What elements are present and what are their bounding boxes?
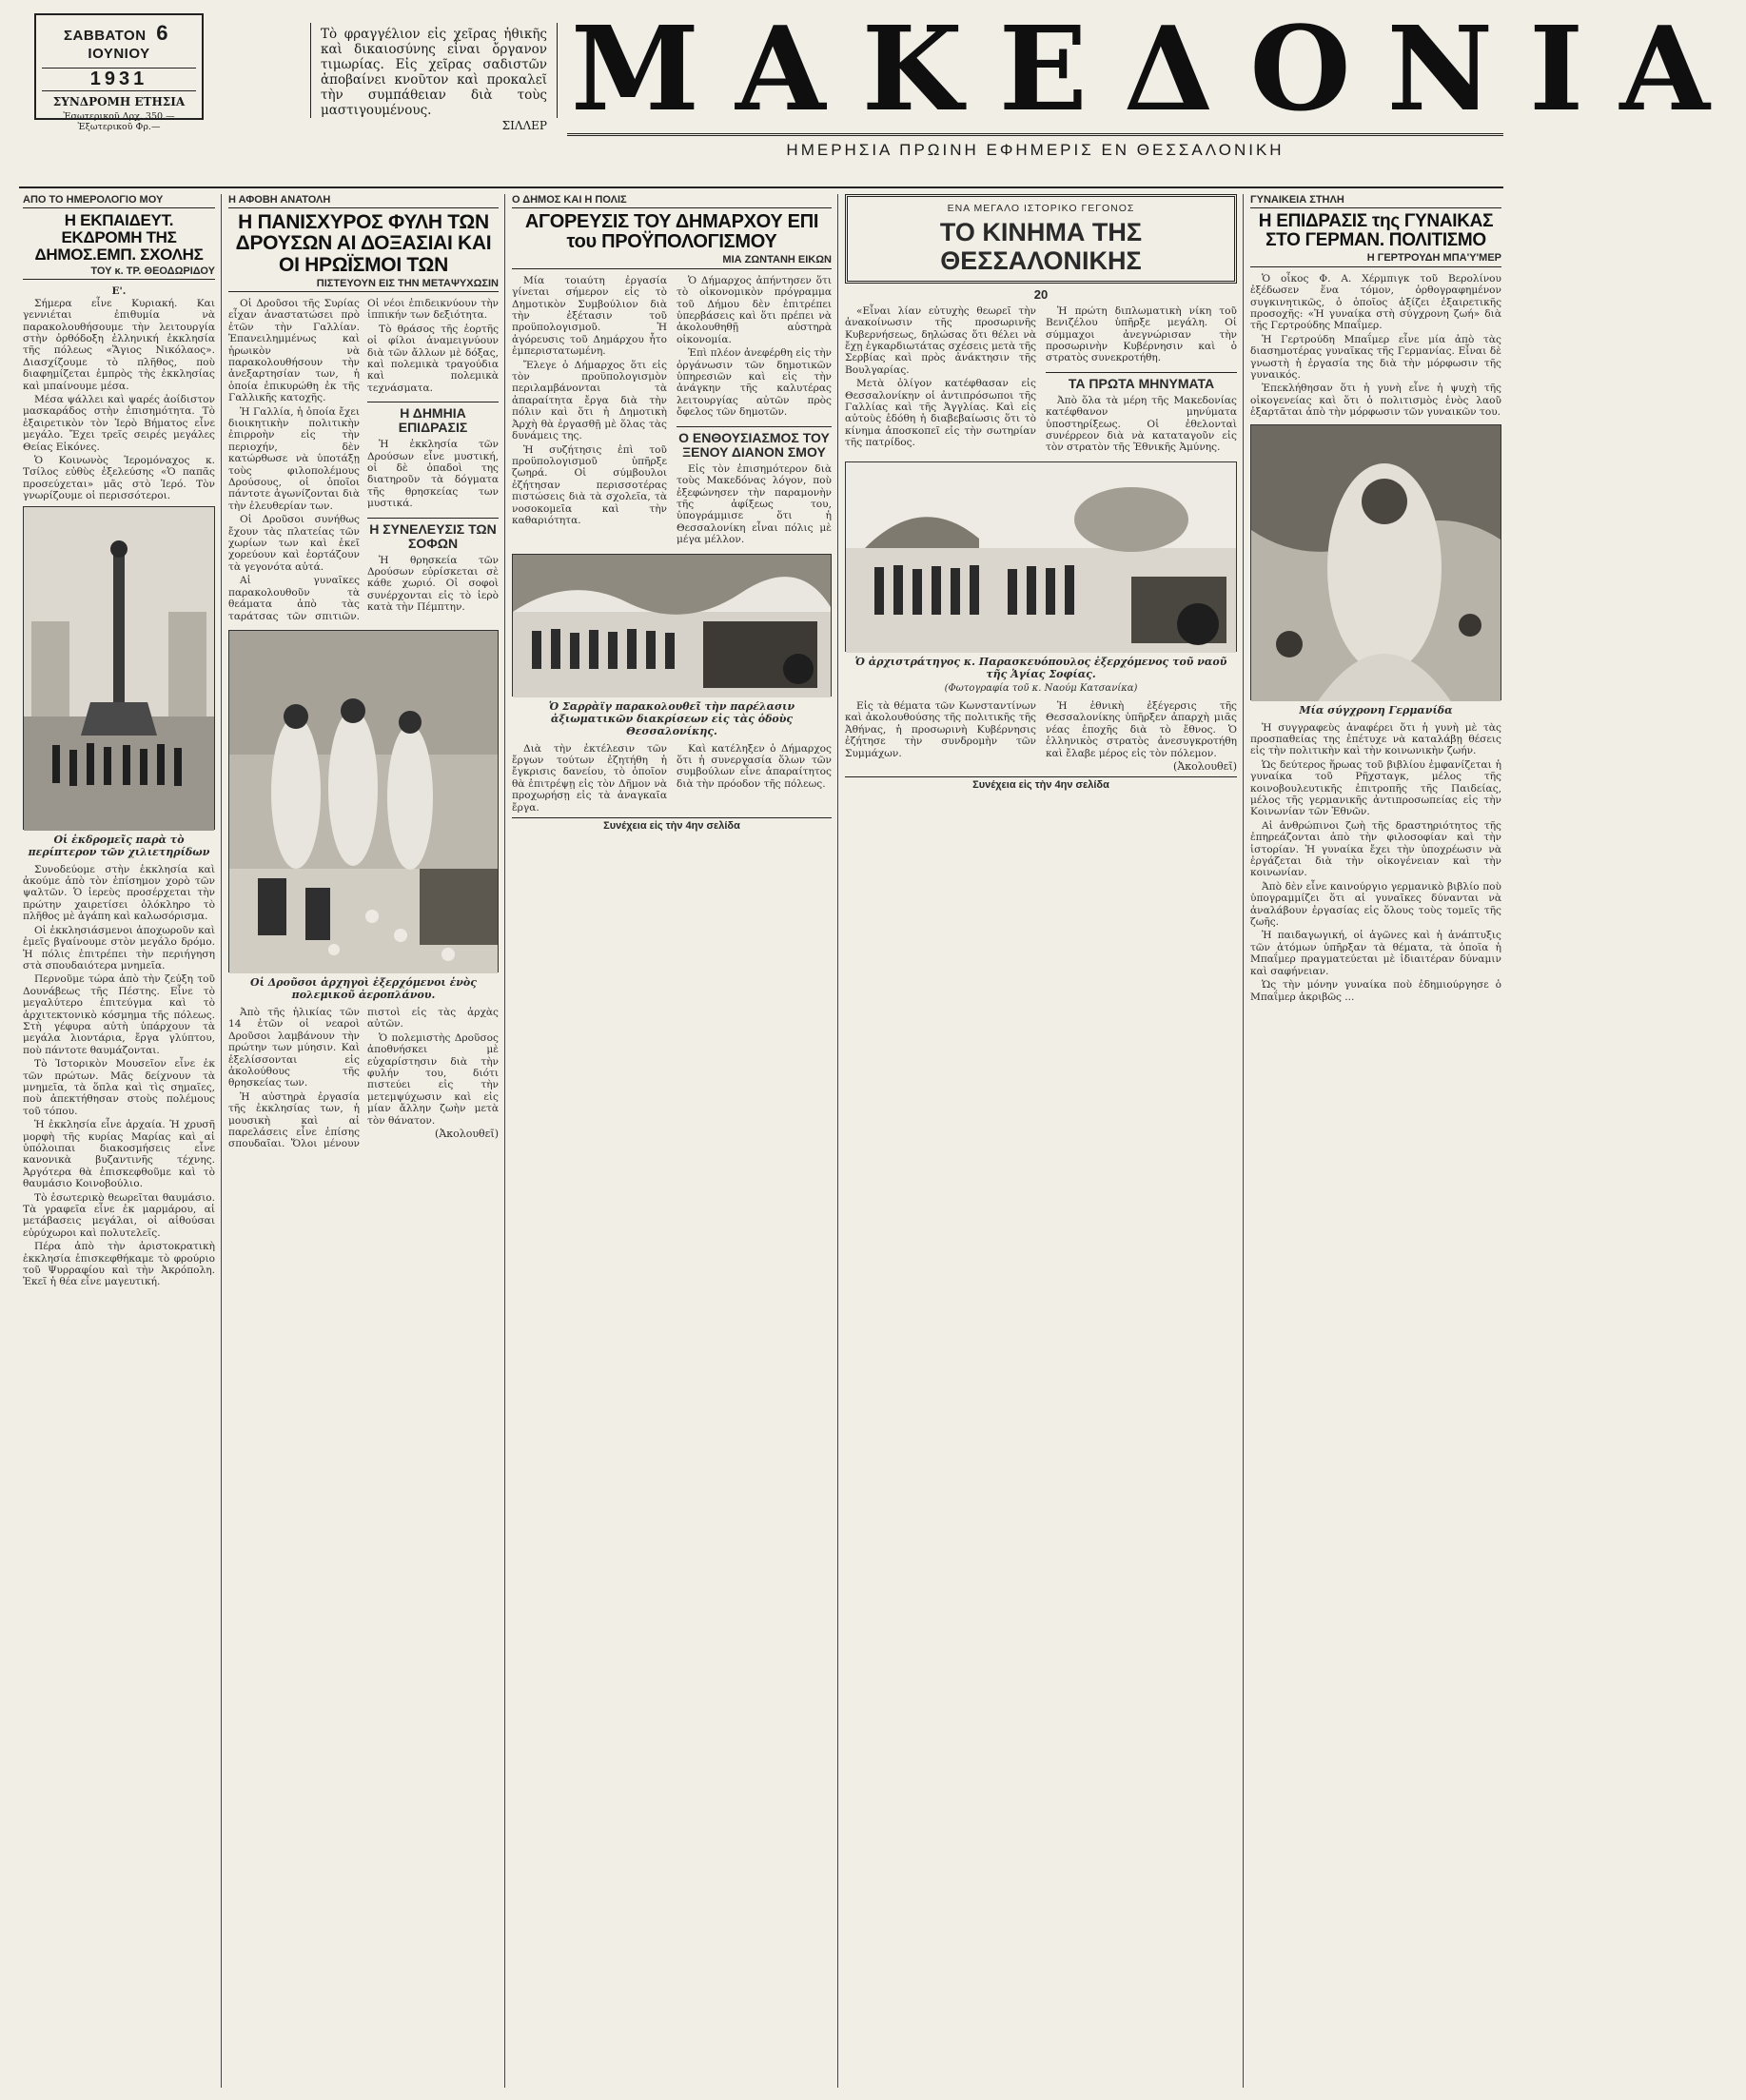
- paragraph: Διὰ τὴν ἐκτέλεσιν τῶν ἔργων τούτων ἐζητήθη ἡ ἔγκρισις δανείου, τὸ ὁποῖον θὰ ἐπιτρέψῃ εἰς τὸν Δῆμον νὰ προχωρήσῃ εἰς τὰ ἀναγκαῖα ἔργα.: [512, 742, 667, 814]
- subheading: Ο ΕΝΘΟΥΣΙΑΣΜΟΣ ΤΟΥ ΞΕΝΟΥ ΔΙΑΝΟΝ ΣΜΟΥ: [677, 426, 832, 460]
- paragraph: Εἰς τὰ θέματα τῶν Κωνσταντίνων καὶ ἀκολουθούσης τῆς πολιτικῆς τῆς Ἀθήνας, ἡ προσωρινὴ Κυβέρνησις ἐζήτησε τὴν συνδρομὴν τῶν Συμμάχων.: [845, 699, 1036, 759]
- masthead-motto: [310, 23, 558, 132]
- paragraph: Συνοδεύομε στὴν ἐκκλησία καὶ ἀκούμε ἀπὸ τὸν ἐπίσημον χορὸ τῶν ψαλτῶν. Ὁ ἱερεὺς προσέρχεται τὴν πρώτην χαιρετίσει ὁλόκληρο τὸ πλῆθος μὲ ἀγάπη καὶ καλωσόρισμα.: [23, 863, 215, 923]
- motto-text: Τὸ φραγγέλιον εἰς χεῖρας ἠθικῆς καὶ δικαιοσύνης εἶναι ὄργανον τιμωρίας. Εἰς χεῖρας σαδιστῶν ἀποβαίνει κνοῦτον καὶ προκαλεῖ τὴν συμπάθειαν διὰ τοὺς μαστιγουμένους.: [321, 27, 547, 118]
- paragraph: Ὁ Κοινωνὸς Ἱερομόναχος κ. Τσίλος εὐθὺς ἐξελεύσης «Ὁ παπᾶς προσεύχεται» μᾶς στὸ Ἱερό. Τὸν γνωρίζουμε οἱ περισσότεροι.: [23, 455, 215, 502]
- paragraph: Ἀπὸ ὅλα τὰ μέρη τῆς Μακεδονίας κατέφθανον μηνύματα ὑποστηρίξεως. Οἱ ἐθελονταὶ συνέρρεον διὰ νὰ καταταγοῦν εἰς τὸν στρατὸν τῆς Ἐθνικῆς Ἀμύνης.: [1046, 394, 1237, 454]
- paragraph: Ἡ Γαλλία, ἡ ὁποία ἔχει διοικητικὴν πολιτικὴν ἐπιρροὴν εἰς τὴν περιοχήν, δὲν κατώρθωσε νὰ ὑποτάξῃ τοὺς φιλοπολέμους Δρούσους, οἱ ὁποῖοι πάντοτε ἀγωνίζονται διὰ τὴν ἐλευθερίαν των.: [228, 405, 360, 512]
- article-body-bottom: [228, 1007, 499, 1150]
- column-divider: [1243, 194, 1244, 2088]
- photo-monument: [23, 506, 215, 830]
- article-thessaloniki-movement: [845, 194, 1237, 792]
- article-headline: Η ΕΚΠΑΙΔΕΥΤ. ΕΚΔΡΟΜΗ ΤΗΣ ΔΗΜΟΣ.ΕΜΠ. ΣΧΟΛΗΣ: [34, 211, 204, 265]
- paragraph: Καὶ κατέληξεν ὁ Δήμαρχος ὅτι ἡ συνεργασία ὅλων τῶν συμβούλων εἶνε ἀπαραίτητος διὰ τὴν πρόοδον τῆς πόλεως.: [677, 742, 832, 790]
- section-mark: Ε'.: [111, 285, 127, 298]
- paragraph: Τὸ θράσος τῆς ἑορτῆς οἱ φίλοι ἀναμειγνύουν διὰ τῶν ἄλλων μὲ δόξας, καὶ πολεμικὰ τραγούδια καὶ πολεμικὰ τεχνάσματα.: [367, 323, 499, 394]
- article-byline: ΤΟΥ κ. ΤΡ. ΘΕΟΔΩΡΙΔΟΥ: [23, 264, 215, 280]
- issue-date: [42, 21, 196, 62]
- paragraph: Τὸ ἐσωτερικὸ θεωρεῖται θαυμάσιο. Τὰ γραφεῖα εἶνε ἐκ μαρμάρου, αἱ μετάβασεις μεγάλαι, οἱ αἰθούσαι εὐρύχωροι καὶ πολυτελεῖς.: [23, 1191, 215, 1239]
- paragraph: Ὡς δεύτερος ἥρωας τοῦ βιβλίου ἐμφανίζεται ἡ γυναίκα τοῦ Ρῆχσταγκ, μέλος τῆς κοινοβουλευτικῆς ἐπιτροπῆς τῆς Παιδείας, μέλος τῆς γερμανικῆς ἀντιπροσωπείας εἰς τὴν Κοινωνίαν τῶν Ἐθνῶν.: [1250, 758, 1501, 818]
- paragraph: Ἡ παιδαγωγική, οἱ ἀγῶνες καὶ ἡ ἀνάπτυξις τῶν ἀτόμων ὑπῆρξαν τὰ θέματα, τὰ ὁποῖα ἡ Μπαΐμερ πραγματεύεται μὲ ἰδιαιτέραν δύναμιν καὶ σαφήνειαν.: [1250, 930, 1501, 977]
- paragraph: Οἱ Δροῦσοι συνήθως ἔχουν τὰς πλατείας τῶν χωρίων των καὶ ἐκεῖ χορεύουν καὶ ἑορτάζουν τὰ γεγονότα αὐτά.: [228, 514, 360, 573]
- article-druzes: [228, 194, 499, 1150]
- paragraph: Ἡ ἐκκλησία τῶν Δρούσων εἶνε μυστική, οἱ δὲ ὀπαδοὶ της διατηροῦν τὰ δόγματα τῆς θρησκείας των μυστικά.: [367, 439, 499, 510]
- photo-german-woman: [1250, 424, 1501, 700]
- newspaper-title: ΜΑΚΕΔΟΝΙΑ: [571, 0, 1746, 137]
- article-excursion: [23, 194, 215, 1290]
- paragraph: Οἱ Δροῦσοι τῆς Συρίας εἶχαν ἀναστατώσει πρὸ ἐτῶν τὴν Γαλλίαν. Ἐπανειλημμένως καὶ ἡρωικὸν νὰ παρακολουθήσουν τὴν ἀνεξαρτησίαν των, ἡ ὁποία ἐπικυρώθη ἐκ τῆς Γαλλικῆς κατοχῆς.: [228, 297, 360, 404]
- paragraph: Ἐπὶ πλέον ἀνεφέρθη εἰς τὴν ὀργάνωσιν τῶν δημοτικῶν ὑπηρεσιῶν καὶ εἰς τὴν ἀνάγκην τῆς καλυτέρας λειτουργίας αὐτῶν πρὸς ὄφελος τῶν δημοτῶν.: [677, 347, 832, 419]
- photo-druze-leaders-image: [229, 631, 498, 973]
- article-mayor-budget: [512, 194, 832, 832]
- subscription-title: ΣΥΝΔΡΟΜΗ ΕΤΗΣΙΑ: [52, 95, 186, 108]
- subheading: Η ΣΥΝΕΛΕΥΣΙΣ ΤΩΝ ΣΟΦΩΝ: [367, 518, 499, 551]
- photo-caption: Μία σύγχρονη Γερμανίδα: [1299, 703, 1453, 716]
- paragraph: Ὁ πολεμιστὴς Δροῦσος ἀποθνήσκει μὲ εὐχαρίστησιν διὰ τὴν φυλήν του, διότι πιστεύει εἰς τὴν μετεμψύχωσιν καὶ εἰς μίαν ἄλλην ζωὴν μετὰ τὸν θάνατον.: [367, 1031, 499, 1127]
- paragraph: Ὁ Δήμαρχος ἀπήντησεν ὅτι τὸ οἰκονομικὸν πρόγραμμα τοῦ Δήμου δὲν ἐπιτρέπει ὑπερβάσεις καὶ ὅτι πρέπει νὰ ἀκολουθηθῇ αὐστηρὰ οἰκονομία.: [677, 274, 832, 345]
- date-month: ΙΟΥΝΙΟΥ: [88, 46, 150, 62]
- paragraph: Ἡ αὐστηρὰ ἐργασία τῆς ἐκκλησίας των, ἡ μουσικὴ καὶ αἱ παρελάσεις εἶνε ἐπίσης σπουδαῖαι. Ὅλοι μένουν πιστοὶ εἰς τὰς ἀρχὰς αὐτῶν.: [228, 1006, 499, 1150]
- photo-hagia-sophia: [845, 461, 1237, 652]
- paragraph: Μετὰ ὀλίγον κατέφθασαν εἰς Θεσσαλονίκην οἱ ἀντιπρόσωποι τῆς Γαλλίας καὶ τῆς Ἀγγλίας. Καὶ εἰς αὐτοὺς ἐδόθη ἡ διαβεβαίωσις ὅτι τὸ κίνημα ἀποσκοπεῖ εἰς τὴν σωτηρίαν τῆς πατρίδος.: [845, 378, 1036, 449]
- paragraph: Αἱ ἀνθρώπινοι ζωὴ τῆς δραστηριότητος τῆς ἐπηρεάζονται ἀπὸ τὴν φιλοσοφίαν καὶ τὴν ἱστορίαν. Ἡ γυναίκα ἔχει τὴν ὑποχρέωσιν νὰ ἐργάζεται διὰ τὴν οἰκογένειαν καὶ τὴν κοινωνίαν.: [1250, 819, 1501, 879]
- photo-monument-image: [24, 507, 214, 831]
- paragraph: Πέρα ἀπὸ τὴν ἀριστοκρατικὴ ἐκκλησία ἐπισκεφθήκαμε τὸ φρούριο τοῦ Ψυρραφίου καὶ τὴν Ἀκρόπολη. Ἐκεῖ ἡ θέα εἶνε μαγευτική.: [23, 1241, 215, 1288]
- paragraph: Ἐπεκλήθησαν ὅτι ἡ γυνὴ εἶνε ἡ ψυχὴ τῆς οἰκογενείας καὶ ὅτι ὁ πολιτισμὸς ἑνὸς λαοῦ ἐξαρτᾶται ἀπὸ τὴν μόρφωσιν τῶν γυναικῶν του.: [1250, 383, 1501, 419]
- article-byline: Η ΓΕΡΤΡΟΥΔΗ ΜΠΑ'Υ'ΜΕΡ: [1250, 250, 1501, 266]
- newspaper-subtitle: ΗΜΕΡΗΣΙΑ ΠΡΩΙΝΗ ΕΦΗΜΕΡΙΣ ΕΝ ΘΕΣΣΑΛΟΝΙΚΗ: [786, 141, 1285, 159]
- subheading: Η ΔΗΜΗΙΑ ΕΠΙΔΡΑΣΙΣ: [367, 402, 499, 435]
- paragraph: Περνοῦμε τώρα ἀπὸ τὴν ζεύξη τοῦ Δουνάβεως τῆς Πέστης. Εἶνε τὸ μεγαλύτερο ἐπιτεύγμα καὶ τὸ ἀρχιτεκτονικὸ κόσμημα τῆς πόλεως. Στὴ γέφυρα αὐτὴ ὑπάρχουν τὰ μεγάλα λιοντάρια, ἔργα γλύπτου, ποὺ πάντοτε θαυμάζονται.: [23, 973, 215, 1056]
- paragraph: Ἡ ἐκκλησία εἶνε ἀρχαία. Ἡ χρυσῆ μορφὴ τῆς κυρίας Μαρίας καὶ αἱ ὑπόλοιπαι διακοσμήσεις εἶνε κανονικὰ βυζαντινῆς τέχνης. Ἀργότερα θὰ ἐπισκεφθοῦμε καὶ τὸ θαυμάσιο Κοινοβούλιο.: [23, 1119, 215, 1190]
- masthead-rule: [567, 133, 1503, 136]
- article-body-top: [845, 305, 1237, 454]
- paragraph: Οἱ ἐκκλησιάσμενοι ἀποχωροῦν καὶ ἐμεῖς βγαίνουμε στὸν μεγάλο δρόμο. Ἡ πόλις ἐπιτρέπει τὴν περιήγηση στὰ σπουδαιότερα μνημεῖα.: [23, 924, 215, 971]
- photo-german-woman-image: [1251, 425, 1501, 701]
- paragraph: Μέσα ψάλλει καὶ ψαρές ἀοίδιστον μασκαράδος στὴν ἐπισημότητα. Τὸ ἐξαιρετικὸν τὸν Ἱερὸ Βήματος εἶνε μεγάλο. Ἔχει τρεῖς σειρές μεγάλες Θείας Εἰκόνες.: [23, 394, 215, 453]
- photo-parade: [512, 554, 832, 697]
- top-rule: [19, 186, 1503, 188]
- photo-caption: Οἱ Δροῦσοι ἀρχηγοὶ ἐξερχόμενοι ἑνὸς πολεμικοῦ ἀεροπλάνου.: [250, 975, 477, 1001]
- paragraph: Ἀπὸ δὲν εἶνε καινούργιο γερμανικὸ βιβλίο ποὺ ὑπογραμμίζει ὅτι αἱ γυναῖκες δύνανται νὰ ἀναλάβουν ἐργασίας εἰς ὅλους τοὺς τομεῖς τῆς ζωῆς.: [1250, 880, 1501, 929]
- article-body-bottom: [512, 743, 832, 814]
- feature-kicker: ΕΝΑ ΜΕΓΑΛΟ ΙΣΤΟΡΙΚΟ ΓΕΓΟΝΟΣ: [947, 203, 1135, 214]
- issue-year: 1931: [42, 68, 196, 91]
- paragraph: Ἡ πρώτη διπλωματικὴ νίκη τοῦ Βενιζέλου ὑπῆρξε μεγάλη. Οἱ σύμμαχοι ἀνεγνώρισαν τὴν προσωρινὴν Κυβέρνησιν καὶ ὁ στρατὸς συνεκροτήθη.: [1046, 304, 1237, 364]
- paragraph: Ἡ συγγραφεὺς ἀναφέρει ὅτι ἡ γυνὴ μὲ τὰς προσπαθείας της ἐπέτυχε νὰ καταλάβῃ θέσεις εἰς τὴν πολιτικὴν καὶ τὴν κοινωνικὴν ζωήν.: [1250, 721, 1501, 757]
- subscription-price: Ἐσωτερικοῦ Δρχ. 350.— Ἐξωτερικοῦ Φρ.—: [63, 111, 175, 132]
- column-divider: [221, 194, 222, 2088]
- photo-caption: Ὁ Σαρρὰϊγ παρακολουθεῖ τὴν παρέλασιν ἀξιωματικῶν διακρίσεων εἰς τὰς ὁδοὺς Θεσσαλονίκης.: [548, 699, 795, 737]
- paragraph: Ἡ ἐθνικὴ ἐξέγερσις τῆς Θεσσαλονίκης ὑπῆρξεν ἀπαρχὴ μιᾶς νέας ἐποχῆς διὰ τὸ ἔθνος. Ὁ ἑλληνικὸς στρατὸς ἀνεσυγκροτήθη καὶ ἔλαβε μέρος εἰς τὸν πόλεμον.: [1046, 699, 1237, 759]
- feature-headline: ΤΟ ΚΙΝΗΜΑ ΤΗΣ ΘΕΣΣΑΛΟΝΙΚΗΣ: [939, 218, 1143, 276]
- article-body-top: [512, 275, 832, 546]
- article-kicker: ΑΠΟ ΤΟ ΗΜΕΡΟΛΟΓΙΟ ΜΟΥ: [23, 194, 215, 208]
- photo-parade-image: [513, 555, 831, 697]
- paragraph: Εἰς τὸν ἐπισημότερον διὰ τοὺς Μακεδόνας λόγον, ποὺ ἐξεφώνησεν τὴν παραμονὴν τῆς ἀφίξεως του, ὑπογράμμισε ὅτι ἡ Θεσσαλονίκη εἶναι πόλις μὲ μέγα μέλλον.: [677, 462, 832, 546]
- photo-caption: Οἱ ἐκδρομεῖς παρὰ τὸ περίπτερον τῶν χιλιετηρίδων: [28, 833, 210, 858]
- article-byline: ΜΙΑ ΖΩΝΤΑΝΗ ΕΙΚΩΝ: [512, 252, 832, 268]
- paragraph: Ὁ οἶκος Φ. Α. Χέρμπιγκ τοῦ Βερολίνου ἐξέδωσεν ἕνα τόμον, ὀρθογραφημένον συγκινητικῶς, ὁ ὁποῖος ἀξίζει ἐξαιρετικῆς προσοχῆς: «Ἡ γυναίκα στὴ σύγχρονη ζωή» διὰ τῆς Γερτρούδης Μπαΐμερ.: [1250, 272, 1501, 332]
- continuation-note: (Ἀκολουθεῖ): [1173, 759, 1237, 773]
- article-kicker: Η ΑΦΟΒΗ ΑΝΑΤΟΛΗ: [228, 194, 499, 208]
- continuation-note: Συνέχεια εἰς τὴν 4ην σελίδα: [845, 776, 1237, 791]
- photo-druze-leaders: [228, 630, 499, 972]
- article-headline: Η ΠΑΝΙΣΧΥΡΟΣ ΦΥΛΗ ΤΩΝ ΔΡΟΥΣΩΝ ΑΙ ΔΟΞΑΣΙΑΙ ΚΑΙ ΟΙ ΗΡΩΪΣΜΟΙ ΤΩΝ: [235, 211, 492, 276]
- photo-hagia-sophia-image: [846, 462, 1236, 653]
- article-headline: Η ΕΠΙΔΡΑΣΙΣ της ΓΥΝΑΙΚΑΣ ΣΤΟ ΓΕΡΜΑΝ. ΠΟΛΙΤΙΣΜΟ: [1258, 211, 1494, 251]
- paragraph: Ἡ Γερτρούδη Μπαΐμερ εἶνε μία ἀπὸ τὰς διασημοτέρας γυναῖκας τῆς Γερμανίας. Εἶναι δὲ γνωστὴ ἡ ἐργασία της διὰ τὴν μόρφωσιν τῆς γυναικός.: [1250, 333, 1501, 381]
- subheading: ΤΑ ΠΡΩΤΑ ΜΗΝΥΜΑΤΑ: [1046, 372, 1237, 391]
- paragraph: Σήμερα εἶνε Κυριακή. Και γεννιέται ἐπιθυμία νὰ παρακολουθήσουμε τὴν λειτουργία στὴν ὀρθόδοξη ἑλληνική ἐκκλησία τῆς πόλεως «Ἅγιος Νικόλαος». Διασχίζουμε τὸ πλῆθος, ποὺ διαφημίζεται ἐμπρὸς τὴς ἐκκλησίας καὶ μπαίνουμε μέσα.: [23, 297, 215, 392]
- date-number: 6: [156, 21, 168, 45]
- article-body-bottom: [845, 700, 1237, 773]
- paragraph: Ὡς τὴν μόνην γυναίκα ποὺ ἐδημιούργησε ὁ Μπαΐμερ ἀκριβῶς ...: [1250, 979, 1501, 1003]
- date-day: ΣΑΒΒΑΤΟΝ: [64, 28, 147, 44]
- paragraph: Αἱ γυναῖκες παρακολουθοῦν τὰ θεάματα ἀπὸ τὰς ταράτσας τῶν σπιτιῶν. Οἱ νέοι ἐπιδεικνύουν τὴν ἱππικήν των δεξιότητα.: [228, 297, 499, 622]
- paragraph: Ἀπὸ τῆς ἡλικίας τῶν 14 ἐτῶν οἱ νεαροὶ Δροῦσοι λαμβάνουν τὴν πρώτην των μύησιν. Καὶ ἐξελίσσονται εἰς ἀκολούθους τῆς θρησκείας των.: [228, 1006, 360, 1089]
- article-byline: ΠΙΣΤΕΥΟΥΝ ΕΙΣ ΤΗΝ ΜΕΤΑΨΥΧΩΣΙΝ: [228, 276, 499, 292]
- article-women-column: [1250, 194, 1501, 1005]
- article-headline: ΑΓΟΡΕΥΣΙΣ ΤΟΥ ΔΗΜΑΡΧΟΥ ΕΠΙ του ΠΡΟΫΠΟΛΟΓΙΣΜΟΥ: [524, 211, 819, 253]
- continuation-note: Συνέχεια εἰς τὴν 4ην σελίδα: [512, 817, 832, 832]
- date-box: [34, 13, 204, 132]
- photo-credit: (Φωτογραφία τοῦ κ. Ναούμ Κατσανίκα): [944, 682, 1138, 694]
- paragraph: Ἡ συζήτησις ἐπὶ τοῦ προϋπολογισμοῦ ὑπῆρξε ζωηρά. Οἱ σύμβουλοι ἐζήτησαν περισσοτέρας πιστώσεις διὰ τὰ σχολεῖα, τὰ νοσοκομεῖα καὶ τὴν καθαριότητα.: [512, 443, 667, 526]
- motto-author: ΣΙΛΛΕΡ: [501, 119, 547, 132]
- paragraph: Ἔλεγε ὁ Δήμαρχος ὅτι εἰς τὸν προϋπολογισμὸν περιλαμβάνονται τὰ ἀπαραίτητα ἔργα διὰ τὴν πόλιν καὶ ὅτι ἡ Δημοτικὴ Ἀρχὴ θὰ ἐργασθῇ μὲ ὅλας τὰς δυνάμεις της.: [512, 359, 667, 442]
- installment-number: 20: [1033, 287, 1049, 303]
- continuation-note: (Ἀκολουθεῖ): [435, 1127, 499, 1140]
- photo-caption: Ὁ ἀρχιστράτηγος κ. Παρασκευόπουλος ἐξερχόμενος τοῦ ναοῦ τῆς Ἁγίας Σοφίας.: [854, 655, 1227, 680]
- paragraph: «Εἶναι λίαν εὐτυχὴς θεωρεῖ τὴν ἀνακοίνωσιν τῆς προσωρινῆς Κυβερνήσεως, δηλώσας ὅτι θέλει νὰ ἔχῃ ἐγκαρδιωτάτας σχέσεις μετὰ τῆς Σερβίας καὶ πρὸς ἀνάκτησιν τῆς Βουλγαρίας.: [845, 304, 1036, 376]
- column-divider: [504, 194, 505, 2088]
- paragraph: Μία τοιαύτη ἐργασία γίνεται σήμερον εἰς τὸ Δημοτικὸν Συμβούλιον διὰ τὴν ἐξέτασιν τοῦ προϋπολογισμοῦ. Ἡ ἀγόρευσις τοῦ Δημάρχου ἦτο ἐμπεριστατωμένη.: [512, 274, 667, 358]
- paragraph: Ἡ θρησκεία τῶν Δρούσων εὐρίσκεται σὲ κάθε χωριό. Οἱ σοφοὶ συνέρχονται εἰς τὸ ἱερὸ κατὰ τὴν Πέμπτην.: [367, 554, 499, 614]
- article-body-top: [228, 298, 499, 622]
- column-divider: [837, 194, 838, 2088]
- article-kicker: Ο ΔΗΜΟΣ ΚΑΙ Η ΠΟΛΙΣ: [512, 194, 832, 208]
- paragraph: Τὸ Ἰστορικὸν Μουσεῖον εἶνε ἐκ τῶν πρώτων. Μᾶς δείχνουν τὰ μνημεῖα, τὰ ὅπλα καὶ τὶς σημαῖες, ποὺ ἀπεκτήθησαν στοὺς πολέμους τοῦ τόπου.: [23, 1058, 215, 1117]
- article-kicker: ΓΥΝΑΙΚΕΙΑ ΣΤΗΛΗ: [1250, 194, 1501, 208]
- feature-box: [845, 194, 1237, 284]
